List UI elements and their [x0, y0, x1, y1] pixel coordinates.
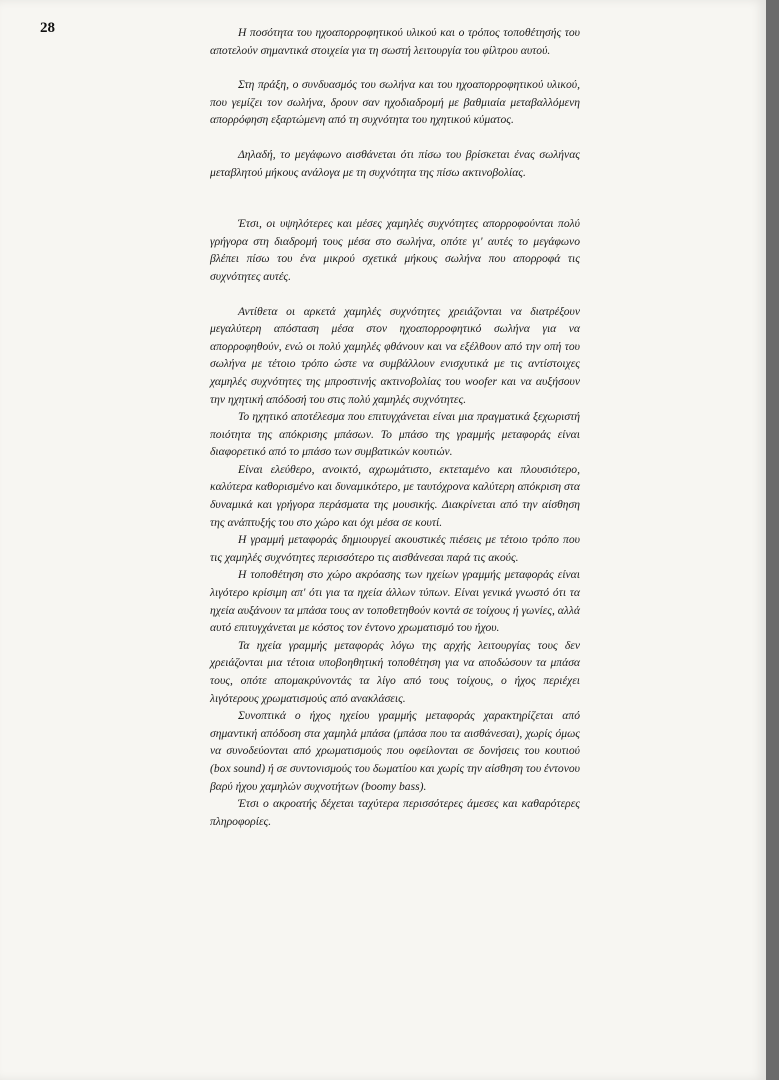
paragraph-1: Η ποσότητα του ηχοαπορροφητικού υλικού και ο τρόπος τοποθέτησής του αποτελούν σημαντικά στοιχεία για τη σωστή λειτουργία του φίλτρου αυτού.: [210, 26, 580, 57]
paragraph-4: Έτσι, οι υψηλότερες και μέσες χαμηλές συχνότητες απορροφούνται πολύ γρήγορα στη διαδρομή τους μέσα στο σωλήνα, οπότε γι' αυτές το μεγάφωνο βλέπει πίσω του ένα μικρού σχετικά μήκους σωλήνα που απορροφά τις συχνότητες αυτές.: [210, 217, 580, 283]
paragraph-6: Το ηχητικό αποτέλεσμα που επιτυγχάνεται είναι μια πραγματικά ξεχωριστή ποιότητα της απόκρισης μπάσων. Το μπάσο της γραμμής μεταφοράς είναι διαφορετικό από το μπάσο των συμβατικών κουτιών.: [210, 410, 580, 459]
paragraph-11: Συνοπτικά ο ήχος ηχείου γραμμής μεταφοράς χαρακτηρίζεται από σημαντική απόδοση στα χαμηλά μπάσα (μπάσα που τα αισθάνεσαι), χωρίς όμως να συνοδεύονται από χρωματισμούς που οφείλονται σε δονήσεις του κουτιού (box sound) ή σε συντονισμούς του δωματίου και χωρίς την αίσθηση του έντονου βαρύ ήχου χαμηλών συχνοτήτων (boomy bass).: [210, 709, 580, 793]
paragraph-10: Τα ηχεία γραμμής μεταφοράς λόγω της αρχής λειτουργίας τους δεν χρειάζονται μια τέτοια υποβοηθητική τοποθέτηση για να αποδώσουν τα μπάσα τους, οπότε απομακρύνοντάς τα λίγο από τους τοίχους, ο ήχος περιέχει λιγότερους χρωματισμούς από ανακλάσεις.: [210, 638, 580, 705]
paragraph-8: Η γραμμή μεταφοράς δημιουργεί ακουστικές πιέσεις με τέτοιο τρόπο που τις χαμηλές συχνότητες περισσότερο τις αισθάνεσαι παρά τις ακούς.: [210, 533, 580, 564]
paragraph-7: Είναι ελεύθερο, ανοικτό, αχρωμάτιστο, εκτεταμένο και πλουσιότερο, καλύτερα καθορισμένο και δυναμικότερο, με ταυτόχρονα καλύτερη απόκριση στα δυναμικά και γρήγορα περάσματα της μουσικής. Διακρίνεται από την αίσθηση της ανάπτυξής του στο χώρο και όχι μέσα σε κουτί.: [210, 462, 580, 529]
paragraph-2: Στη πράξη, ο συνδυασμός του σωλήνα και του ηχοαπορροφητικού υλικού, που γεμίζει τον σωλήνα, δρουν σαν ηχοδιαδρομή με βαθμιαία μεταβαλλόμενη απορρόφηση εξαρτώμενη από τη συχνότητα του ηχητικού κύματος.: [210, 78, 580, 127]
page-number: 28: [40, 20, 55, 36]
paragraph-5: Αντίθετα οι αρκετά χαμηλές συχνότητες χρειάζονται να διατρέξουν μεγαλύτερη απόσταση μέσα στον ηχοαπορροφητικό σωλήνα για να απορροφηθούν, ενώ οι πολύ χαμηλές φθάνουν και να εξέλθουν από την οπή του σωλήνα με τέτοιο τρόπο ώστε να συμβάλλουν ενισχυτικά με τις αντίστοιχες χαμηλές συχνότητες της μπροστινής ακτινοβολίας του woofer και να αυξήσουν την ηχητική απόδοσή του στις πολύ χαμηλές συχνότητες.: [210, 304, 580, 406]
paragraph-12: Έτσι ο ακροατής δέχεται ταχύτερα περισσότερες άμεσες και καθαρότερες πληροφορίες.: [210, 797, 580, 828]
body-text: [210, 24, 580, 830]
paragraph-3: Δηλαδή, το μεγάφωνο αισθάνεται ότι πίσω του βρίσκεται ένας σωλήνας μεταβλητού μήκους ανάλογα με τη συχνότητα της πίσω ακτινοβολίας.: [210, 147, 580, 179]
paragraph-9: Η τοποθέτηση στο χώρο ακρόασης των ηχείων γραμμής μεταφοράς είναι λιγότερο κρίσιμη απ' ότι για τα ηχεία άλλων τύπων. Είναι γενικά γνωστό ότι τα ηχεία αυξάνουν τα μπάσα τους αν τοποθετηθούν κοντά σε τοίχους ή γωνίες, αλλά αυτό επιτυγχάνεται με κόστος τον έντονο χρωματισμό του ήχου.: [210, 568, 580, 635]
